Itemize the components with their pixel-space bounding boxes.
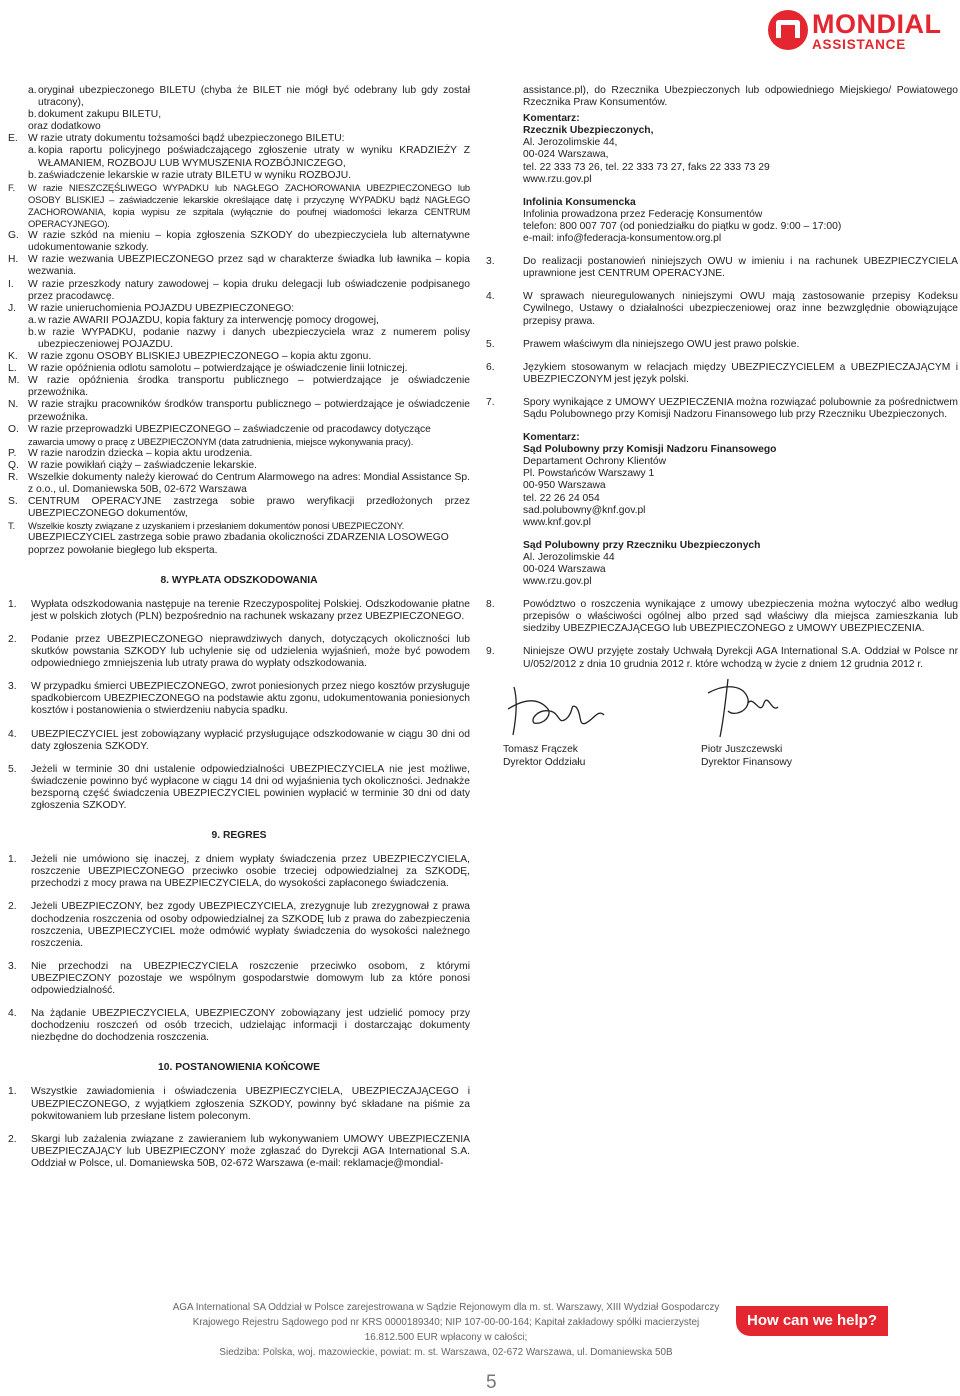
- mondial-assistance-logo: [768, 8, 960, 54]
- item-label: Q.: [8, 459, 19, 471]
- item-text: Spory wynikające z UMOWY UEZPIECZENIA można rozwiązać polubownie za pośrednictwem Sądu Polubownego przy Komisji Nadzoru Finansowego lub przy Rzeczniku Ubezpieczonych.: [523, 396, 958, 420]
- item-text: W razie przeprowadzki UBEZPIECZONEGO – zaświadczenie od pracodawcy dotyczące: [28, 423, 431, 435]
- item-label: a.: [28, 145, 37, 157]
- list-item: [8, 351, 470, 363]
- footer-line: Siedziba: Polska, woj. mazowieckie, powiat: m. st. Warszawa, 02-672 Warszawa, ul. Domaniewska 50B: [219, 1347, 673, 1358]
- list-item: [486, 646, 958, 670]
- comment-line: Departament Ochrony Klientów: [523, 456, 667, 468]
- item-continuation: UBEZPIECZYCIEL zastrzega sobie prawo zbadania okoliczności ZDARZENIA LOSOWEGO poprzez powołanie biegłego lub eksperta.: [28, 532, 449, 556]
- signatory-1: [503, 743, 585, 769]
- item-text: Jeżeli UBEZPIECZONY, bez zgody UBEZPIECZYCIELA, zrezygnuje lub zrezygnował z prawa dochodzenia roszczenia od osoby odpowiedzialnej za SZKODĘ lub z prawa do zabezpieczenia roszczenia, UBEZPIECZYCIEL może odmówić wypłaty świadczenia do wysokości należnego roszczenia.: [31, 901, 470, 949]
- list-item: [8, 472, 470, 496]
- item-label: 1.: [8, 598, 17, 610]
- list-item: [8, 303, 470, 315]
- item-text: W razie opóźnienia środka transportu publicznego – potwierdzające je oświadczenie przewoźnika.: [28, 375, 470, 399]
- item-text: UBEZPIECZYCIEL jest zobowiązany wypłacić przysługujące odszkodowanie w ciągu 30 dni od daty zgłoszenia SZKODY.: [31, 728, 470, 752]
- list-item: [8, 133, 470, 145]
- signatory-role: Dyrektor Finansowy: [701, 756, 792, 768]
- comment-org: Sąd Polubowny przy Rzeczniku Ubezpieczonych: [523, 539, 761, 551]
- item-text: oryginał ubezpieczonego BILETU (chyba że BILET nie mógł być odebrany lub gdy został utracony),: [38, 85, 470, 109]
- item-text: Podanie przez UBEZPIECZONEGO nieprawdziwych danych, dotyczących okoliczności lub skutków powstania SZKODY lub uchylenie się od udzielenia wyjaśnień, może być powodem odpowiedniego zmniejszenia lub utraty prawa do wypłaty odszkodowania.: [31, 633, 470, 670]
- left-column: [8, 85, 470, 1170]
- list-item: [8, 520, 470, 532]
- comment-title: Komentarz:: [523, 113, 580, 125]
- comment-org: Sąd Polubowny przy Komisji Nadzoru Finansowego: [523, 444, 777, 456]
- item-text: W razie zgonu OSOBY BLISKIEJ UBEZPIECZONEGO – kopia aktu zgonu.: [28, 351, 372, 363]
- item-label: 2.: [8, 901, 17, 913]
- list-item: [486, 397, 958, 421]
- item-label: R.: [8, 472, 19, 483]
- signature-1: [504, 679, 614, 741]
- item-label: 1.: [8, 1086, 17, 1098]
- item-label: 3.: [8, 681, 17, 693]
- item-text: Na żądanie UBEZPIECZYCIELA, UBEZPIECZONY zobowiązany jest udzielić pomocy przy dochodzeniu roszczeń od osób trzecich, udzielając informacji i dostarczając dokumenty niezbędne do dochodzenia roszczenia.: [31, 1008, 470, 1044]
- list-item: [8, 279, 470, 303]
- help-banner: How can we help?: [736, 1306, 888, 1336]
- signature-2: [698, 673, 788, 743]
- comment-line: tel. 22 333 73 26, tel. 22 333 73 27, faks 22 333 73 29: [523, 161, 770, 173]
- item-label: 4.: [8, 1008, 17, 1020]
- item-text: W sprawach nieuregulowanych niniejszymi OWU mają zastosowanie przepisy Kodeksu Cywilnego, Ustawy o działalności ubezpieczeniowej oraz inne bezwzględnie obowiązujące przepisy prawa.: [523, 291, 958, 327]
- list-item: [8, 460, 470, 472]
- right-column: [486, 85, 958, 806]
- item-text: W razie NIESZCZĘŚLIWEGO WYPADKU lub NAGŁEGO ZACHOROWANIA UBEZPIECZONEGO lub OSOBY BLISKIEJ – zaświadczenie lekarskie określające datę i przyczynę WYPADKU bądź NAGŁEGO ZACHOROWANIA, kopia wypisu ze szpitala (wyłącznie do poufnej wiadomości lekarza CENTRUM OPERACYJNEGO).: [28, 181, 470, 230]
- comment-line: Pl. Powstańców Warszawy 1: [523, 468, 655, 480]
- item-label: T.: [8, 520, 15, 532]
- item-label: a.: [28, 85, 37, 96]
- comment-box-rzecznik: [486, 113, 958, 245]
- item-label: 8.: [486, 599, 495, 611]
- list-item: [8, 599, 470, 623]
- item-label: 3.: [486, 256, 495, 268]
- comment-title: Komentarz:: [523, 432, 580, 444]
- list-item: [8, 182, 470, 230]
- item-label: 2.: [8, 1133, 17, 1145]
- item-text: zaświadczenie lekarskie w razie utraty BILETU w wyniku ROZBOJU.: [38, 169, 352, 181]
- comment-line: 00-024 Warszawa,: [523, 149, 609, 161]
- list-item: [28, 170, 470, 182]
- signatory-name: Tomasz Frączek: [503, 743, 578, 755]
- item-text: kopia raportu policyjnego poświadczającego zgłoszenie utraty w wyniku KRADZIEŻY Z WŁAMANIEM, ROZBOJU LUB WYMUSZENIA ROZBÓJNICZEGO,: [38, 145, 470, 169]
- item-text: Wszystkie zawiadomienia i oświadczenia UBEZPIECZYCIELA, UBEZPIECZAJĄCEGO i UBEZPIECZONEGO, z wyjątkiem zgłoszenia SZKODY, powinny być składane na piśmie za pokwitowaniem lub przesłane listem poleconym.: [31, 1086, 470, 1122]
- footer-line: AGA International SA Oddział w Polsce zarejestrowana w Sądzie Rejonowym dla m. st. Warszawy, XIII Wydział Gospodarczy: [172, 1302, 720, 1313]
- list-item: [8, 854, 470, 890]
- list-item: [8, 961, 470, 997]
- item-label: L.: [8, 363, 17, 375]
- item-label: S.: [8, 496, 18, 508]
- list-item: [8, 1008, 470, 1044]
- item-label: F.: [8, 181, 15, 193]
- list-item: [486, 256, 958, 280]
- comment-line: tel. 22 26 24 054: [523, 492, 600, 504]
- section-8-heading: 8. WYPŁATA ODSZKODOWANIA: [160, 574, 318, 586]
- list-item: [8, 764, 470, 812]
- section-10-heading: 10. POSTANOWIENIA KOŃCOWE: [158, 1062, 320, 1074]
- comment-line: www.knf.gov.pl: [523, 516, 591, 528]
- item-label: 4.: [8, 728, 17, 740]
- item-label: b.: [28, 109, 37, 121]
- item-text: CENTRUM OPERACYJNE zastrzega sobie prawo weryfikacji przedłożonych przez UBEZPIECZONEGO dokumentów,: [28, 496, 470, 520]
- item-text: W razie unieruchomienia POJAZDU UBEZPIECZONEGO:: [28, 302, 295, 314]
- item-label: 3.: [8, 960, 17, 972]
- item-continuation: zawarcia umowy o pracę z UBEZPIECZONYM (data zatrudnienia, miejsce wykonywania pracy).: [28, 435, 414, 447]
- list-item: [8, 1086, 470, 1122]
- list-item: [486, 291, 958, 327]
- item-text: w razie AWARII POJAZDU, kopia faktury za interwencję pomocy drogowej,: [38, 314, 379, 326]
- list-item: [8, 729, 470, 753]
- item-label: 4.: [486, 291, 495, 303]
- list-item: [8, 399, 470, 423]
- item-text: W przypadku śmierci UBEZPIECZONEGO, zwrot poniesionych przez niego kosztów przysługuje spadkobiercom UBEZPIECZONEGO na podstawie aktu zgonu, udokumentowania poniesionych kosztów i postanowienia o stwierdzeniu nabycia spadku.: [31, 681, 470, 717]
- comment-line: www.rzu.gov.pl: [523, 173, 592, 185]
- item-text: W razie szkód na mieniu – kopia zgłoszenia SZKODY do ubezpieczyciela lub alternatywne udokumentowanie szkody.: [28, 230, 470, 254]
- comment-line: Al. Jerozolimskie 44,: [523, 137, 618, 149]
- item-label: M.: [8, 375, 20, 387]
- item-text: W razie narodzin dziecka – kopia aktu urodzenia.: [28, 447, 253, 459]
- item-label: N.: [8, 399, 19, 411]
- list-item: [28, 145, 470, 169]
- list-item: [8, 901, 470, 949]
- item-label: 1.: [8, 854, 17, 866]
- item-text: Powództwo o roszczenia wynikające z umowy ubezpieczenia można wytoczyć albo według przepisów o właściwości ogólnej albo przed sąd właściwy dla miejsca zamieszkania lub siedziby UBEZPIECZAJĄCEGO lub UBEZPIECZONEGO z UMOWY UBEZPIECZENIA.: [523, 599, 958, 635]
- item-text: W razie utraty dokumentu tożsamości bądź ubezpieczonego BILETU:: [28, 133, 345, 145]
- item-text: W razie wezwania UBEZPIECZONEGO przez sąd w charakterze świadka lub ławnika – kopia wezwania.: [28, 254, 470, 278]
- list-item: [8, 496, 470, 520]
- list-item: [28, 327, 470, 351]
- item-label: b.: [28, 326, 37, 338]
- item-label: P.: [8, 447, 17, 459]
- comment-line: e-mail: info@federacja-konsumentow.org.pl: [523, 233, 722, 245]
- item-label: H.: [8, 254, 19, 266]
- item-continuation: assistance.pl), do Rzecznika Ubezpieczonych lub odpowiedniego Miejskiego/ Powiatowego Rzecznika Praw Konsumentów.: [523, 85, 958, 109]
- item-label: b.: [28, 169, 37, 181]
- list-item: [28, 85, 470, 109]
- item-label: 7.: [486, 396, 495, 408]
- list-item: [8, 634, 470, 670]
- item-text: Wypłata odszkodowania następuje na terenie Rzeczypospolitej Polskiej. Odszkodowanie płatne jest w polskich złotych (PLN) bezpośrednio na rachunek wskazany przez UBEZPIECZONEGO.: [31, 598, 470, 622]
- list-item: [8, 681, 470, 717]
- comment-org: Infolinia Konsumencka: [523, 196, 636, 208]
- logo-subtitle: ASSISTANCE: [812, 37, 907, 52]
- comment-line: sad.polubowny@knf.gov.pl: [523, 504, 646, 516]
- logo-mark-icon: [768, 10, 808, 50]
- item-text: Jeżeli w terminie 30 dni ustalenie odpowiedzialności UBEZPIECZYCIELA nie jest możliwe, świadczenie powinno być wypłacone w ciągu 14 dni od wyjaśnienia tych okoliczności. Jednakże bezsporną część świadczenia UBEZPIECZYCIEL powinien wypłacić w terminie 30 dni od daty zgłoszenia SZKODY.: [31, 763, 470, 811]
- item-text: Wszelkie dokumenty należy kierować do Centrum Alarmowego na adres: Mondial Assistance Sp. z o.o., ul. Domaniewska 50B, 02-672 Warszawa: [28, 472, 470, 496]
- comment-line: 00-950 Warszawa: [523, 480, 606, 492]
- oraz-text: oraz dodatkowo: [28, 121, 101, 133]
- item-label: I.: [8, 278, 14, 290]
- item-text: Do realizacji postanowień niniejszych OWU w imieniu i na rachunek UBEZPIECZYCIELA uprawnione jest CENTRUM OPERACYJNE.: [523, 256, 958, 280]
- item-label: K.: [8, 351, 18, 363]
- list-item: [8, 363, 470, 375]
- comment-line: telefon: 800 007 707 (od poniedziałku do piątku w godz. 9:00 – 17:00): [523, 220, 842, 232]
- signatory-role: Dyrektor Oddziału: [503, 756, 586, 768]
- item-label: O.: [8, 423, 19, 435]
- item-text: Jeżeli nie umówiono się inaczej, z dniem wypłaty świadczenia przez UBEZPIECZYCIELA, roszczenie UBEZPIECZONEGO przeciwko osobie trzeciej odpowiedzialnej za SZKODĘ, przechodzi z mocy prawa na UBEZPIECZYCIELA, do wysokości zapłaconego świadczenia.: [31, 854, 470, 890]
- list-item: [486, 599, 958, 635]
- item-text: Prawem właściwym dla niniejszego OWU jest prawo polskie.: [523, 338, 800, 350]
- list-item: [28, 109, 470, 121]
- item-label: 6.: [486, 361, 495, 373]
- item-text: Skargi lub zażalenia związane z zawieraniem lub wykonywaniem UMOWY UBEZPIECZENIA UBEZPIECZAJĄCY lub UBEZPIECZONY może zgłaszać do Dyrekcji AGA International S.A. Oddział w Polsce, ul. Domaniewska 50B, 02-672 Warszawa (e-mail: reklamacje@mondial-: [31, 1133, 470, 1169]
- item-label: 5.: [8, 763, 17, 775]
- footer-line: Krajowego Rejestru Sądowego pod nr KRS 0000189340; NIP 107-00-00-164; Kapitał zakładowy spółki macierzystej 16.812.500 EUR wpłacony w całości;: [192, 1317, 700, 1343]
- comment-org: Rzecznik Ubezpieczonych,: [523, 125, 654, 137]
- logo-name: MONDIAL: [812, 9, 942, 39]
- list-item: [486, 339, 958, 351]
- comment-line: Infolinia prowadzona przez Federację Konsumentów: [523, 208, 763, 220]
- section-9-heading: 9. REGRES: [211, 830, 267, 842]
- item-text: Nie przechodzi na UBEZPIECZYCIELA roszczenie przeciwko osobom, z którymi UBEZPIECZONY pozostaje we wspólnym gospodarstwie domowym lub za które ponosi odpowiedzialność.: [31, 960, 470, 996]
- item-text: Językiem stosowanym w relacjach między UBEZPIECZYCIELEM a UBEZPIECZAJĄCYM i UBEZPIECZONYM jest język polski.: [523, 361, 958, 385]
- page-number: 5: [486, 1372, 497, 1393]
- comment-line: Al. Jerozolimskie 44: [523, 551, 615, 563]
- list-item: [28, 315, 470, 327]
- item-text: W razie przeszkody natury zawodowej – kopia druku delegacji lub oświadczenie podpisanego przez pracodawcę.: [28, 278, 470, 302]
- list-item: [8, 254, 470, 278]
- signatory-name: Piotr Juszczewski: [701, 743, 783, 755]
- item-text: Niniejsze OWU przyjęte zostały Uchwałą Dyrekcji AGA International S.A. Oddział w Polsce nr U/052/2012 z dnia 10 grudnia 2012 r. które wchodzą w życie z dniem 12 grudnia 2012 r.: [523, 646, 958, 670]
- item-label: 5.: [486, 338, 495, 350]
- comment-box-sad-knf: [486, 432, 958, 588]
- item-label: 9.: [486, 646, 495, 658]
- item-text: W razie strajku pracowników środków transportu publicznego – potwierdzające je oświadczenie przewoźnika.: [28, 399, 470, 423]
- list-item: [8, 230, 470, 254]
- footer-legal-text: [170, 1300, 722, 1360]
- list-item: [8, 448, 470, 460]
- comment-line: 00-024 Warszawa: [523, 564, 606, 575]
- item-label: G.: [8, 230, 19, 242]
- signatures: [486, 671, 958, 806]
- item-text: Wszelkie koszty związane z uzyskaniem i przesłaniem dokumentów ponosi UBEZPIECZONY.: [28, 520, 405, 532]
- list-item: [8, 424, 470, 436]
- item-text: dokument zakupu BILETU,: [38, 109, 162, 121]
- item-label: E.: [8, 133, 18, 145]
- list-item: [486, 362, 958, 386]
- item-text: w razie WYPADKU, podanie nazwy i danych ubezpieczyciela wraz z numerem polisy ubezpieczeniowej POJAZDU.: [38, 326, 470, 350]
- item-label: 2.: [8, 633, 17, 645]
- item-label: a.: [28, 314, 37, 326]
- item-label: J.: [8, 302, 17, 314]
- list-item: [8, 1134, 470, 1170]
- signatory-2: [701, 743, 792, 769]
- item-text: W razie opóźnienia odlotu samolotu – potwierdzające je oświadczenie linii lotniczej.: [28, 363, 408, 375]
- comment-line: www.rzu.gov.pl: [523, 576, 592, 588]
- item-text: W razie powikłań ciąży – zaświadczenie lekarskie.: [28, 459, 257, 471]
- list-item: [8, 375, 470, 399]
